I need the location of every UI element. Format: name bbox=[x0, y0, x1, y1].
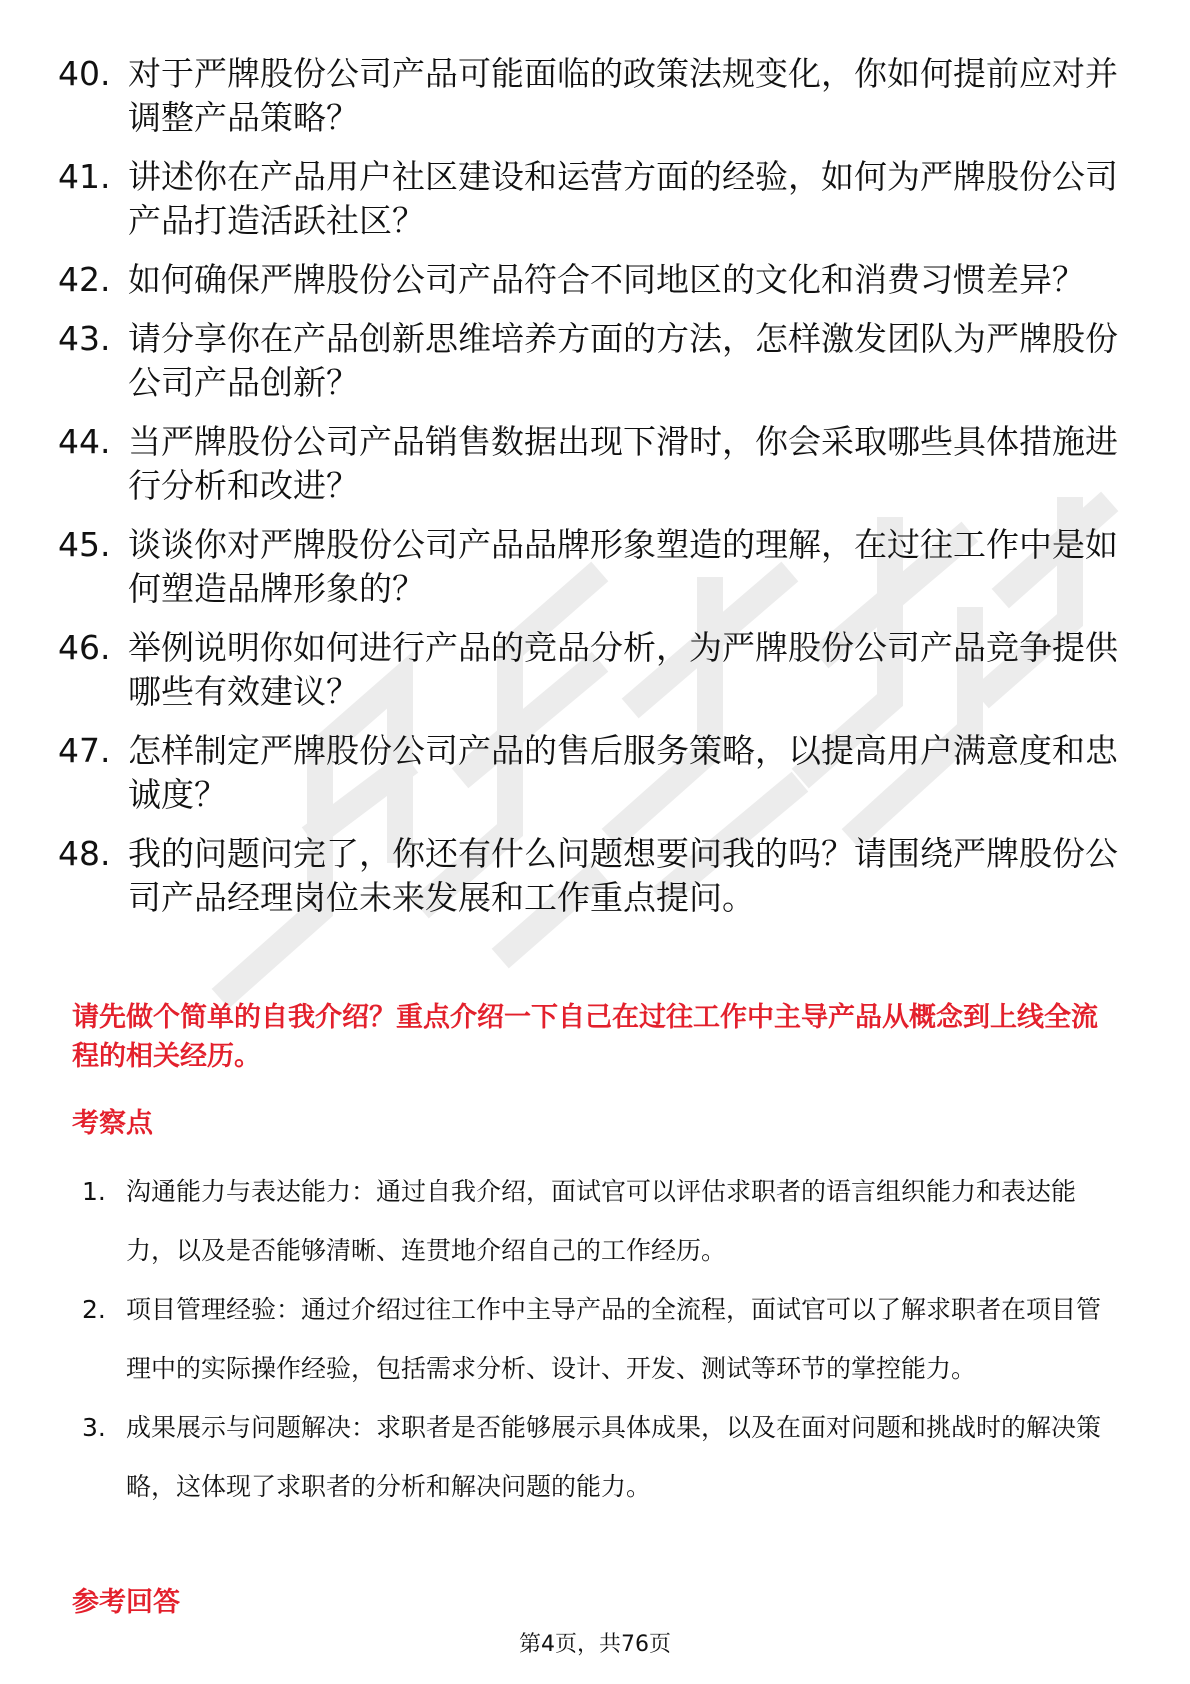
question-number: 43. bbox=[58, 319, 111, 358]
question-item bbox=[58, 626, 1128, 714]
exam-point-text: 成果展示与问题解决：求职者是否能够展示具体成果，以及在面对问题和挑战时的解决策略，这体现了求职者的分析和解决问题的能力。 bbox=[126, 1413, 1102, 1501]
question-item bbox=[58, 52, 1128, 140]
question-number: 47. bbox=[58, 731, 111, 770]
question-text: 谈谈你对严牌股份公司产品品牌形象塑造的理解，在过往工作中是如何塑造品牌形象的？ bbox=[128, 525, 1118, 608]
question-number: 41. bbox=[58, 157, 111, 196]
question-number: 42. bbox=[58, 260, 111, 299]
highlight-question: 请先做个简单的自我介绍？重点介绍一下自己在过往工作中主导产品从概念到上线全流程的相关经历。 bbox=[72, 1002, 1098, 1072]
question-text: 我的问题问完了，你还有什么问题想要问我的吗？请围绕严牌股份公司产品经理岗位未来发展和工作重点提问。 bbox=[128, 834, 1118, 917]
question-item bbox=[58, 523, 1128, 611]
question-number: 40. bbox=[58, 54, 111, 93]
question-item bbox=[58, 729, 1128, 817]
question-item bbox=[58, 258, 1128, 302]
page-footer: 第4页，共76页 bbox=[519, 1632, 671, 1657]
exam-points-list bbox=[82, 1162, 1122, 1516]
exam-point-text: 沟通能力与表达能力：通过自我介绍，面试官可以评估求职者的语言组织能力和表达能力，以及是否能够清晰、连贯地介绍自己的工作经历。 bbox=[126, 1177, 1077, 1265]
question-number: 46. bbox=[58, 628, 111, 667]
question-number: 48. bbox=[58, 834, 111, 873]
question-number: 45. bbox=[58, 525, 111, 564]
question-number: 44. bbox=[58, 422, 111, 461]
question-text: 请分享你在产品创新思维培养方面的方法，怎样激发团队为严牌股份公司产品创新？ bbox=[128, 319, 1118, 402]
exam-point-number: 2. bbox=[82, 1295, 106, 1324]
question-text: 举例说明你如何进行产品的竞品分析，为严牌股份公司产品竞争提供哪些有效建议？ bbox=[128, 628, 1118, 711]
exam-point-number: 3. bbox=[82, 1413, 106, 1442]
reference-answer-heading: 参考回答 bbox=[72, 1587, 180, 1618]
question-item bbox=[58, 155, 1128, 243]
question-text: 当严牌股份公司产品销售数据出现下滑时，你会采取哪些具体措施进行分析和改进？ bbox=[128, 422, 1118, 505]
exam-point-text: 项目管理经验：通过介绍过往工作中主导产品的全流程，面试官可以了解求职者在项目管理中的实际操作经验，包括需求分析、设计、开发、测试等环节的掌控能力。 bbox=[126, 1295, 1102, 1383]
question-text: 如何确保严牌股份公司产品符合不同地区的文化和消费习惯差异？ bbox=[128, 260, 1085, 299]
question-text: 讲述你在产品用户社区建设和运营方面的经验，如何为严牌股份公司产品打造活跃社区？ bbox=[128, 157, 1118, 240]
question-item bbox=[58, 832, 1128, 920]
exam-point-item bbox=[82, 1398, 1122, 1516]
exam-points-heading: 考察点 bbox=[72, 1108, 153, 1139]
question-item bbox=[58, 317, 1128, 405]
question-list bbox=[58, 52, 1128, 935]
question-text: 怎样制定严牌股份公司产品的售后服务策略，以提高用户满意度和忠诚度？ bbox=[128, 731, 1118, 814]
exam-point-item bbox=[82, 1280, 1122, 1398]
question-item bbox=[58, 420, 1128, 508]
exam-point-item bbox=[82, 1162, 1122, 1280]
question-text: 对于严牌股份公司产品可能面临的政策法规变化，你如何提前应对并调整产品策略？ bbox=[128, 54, 1118, 137]
exam-point-number: 1. bbox=[82, 1177, 106, 1206]
